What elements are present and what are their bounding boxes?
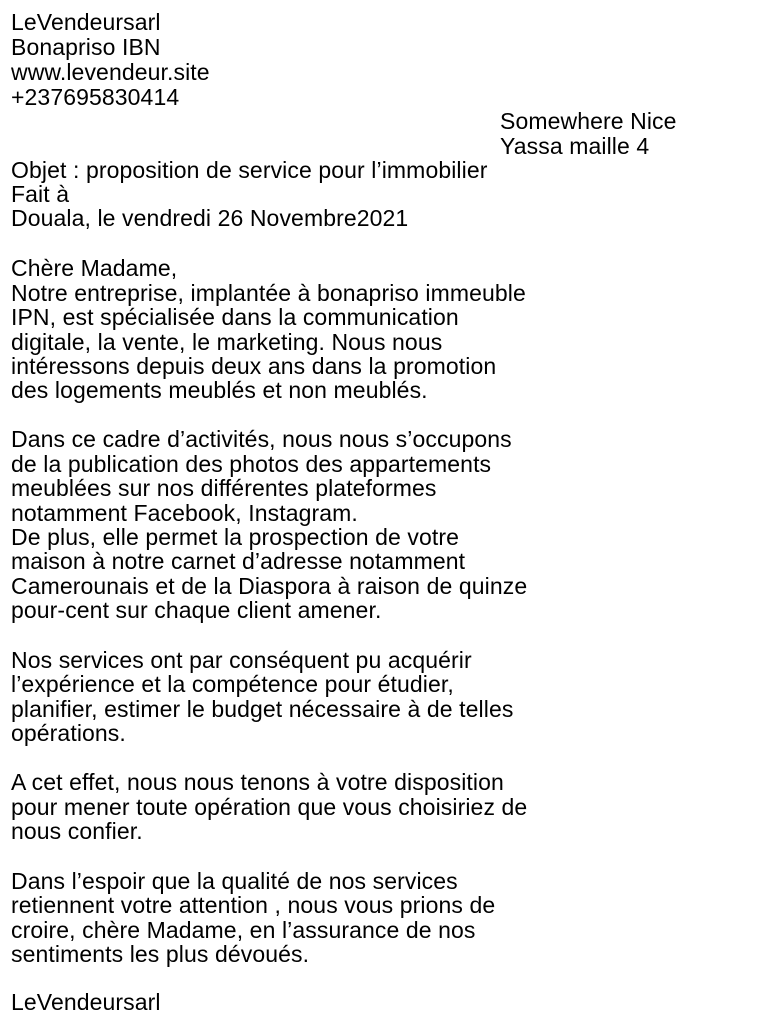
body-line: IPN, est spécialisée dans la communication [11,304,459,330]
sender-website: www.levendeur.site [11,59,210,85]
body-line: De plus, elle permet la prospection de votre [11,524,460,550]
body-line: meublées sur nos différentes plateformes [11,475,437,501]
body-line: de la publication des photos des appartements [11,451,492,477]
body-line: digitale, la vente, le marketing. Nous nous [11,329,443,355]
body-line: Dans l’espoir que la qualité de nos services [11,868,458,894]
signature: LeVendeursarl [11,989,161,1015]
body-line: A cet effet, nous nous tenons à votre disposition [11,769,504,795]
body-line: notamment Facebook, Instagram. [11,500,358,526]
body-line: planifier, estimer le budget nécessaire à de telles [11,696,514,722]
body-line: des logements meublés et non meublés. [11,377,428,403]
letter-subject: Objet : proposition de service pour l’immobilier [11,157,488,183]
body-line: maison à notre carnet d’adresse notamment [11,548,466,574]
body-line: pour-cent sur chaque client amener. [11,597,382,623]
body-line: Nos services ont par conséquent pu acquérir [11,647,472,673]
place-label: Fait à [11,181,70,207]
place-date: Douala, le vendredi 26 Novembre2021 [11,205,409,231]
body-line: Dans ce cadre d’activités, nous nous s’occupons [11,426,512,452]
body-line: nous confier. [11,818,143,844]
body-line: pour mener toute opération que vous choisiriez de [11,794,528,820]
body-line: Camerounais et de la Diaspora à raison de quinze [11,573,528,599]
sender-address: Bonapriso IBN [11,34,161,60]
recipient-line-2: Yassa maille 4 [500,133,650,159]
sender-phone: +237695830414 [11,84,180,110]
body-line: Notre entreprise, implantée à bonapriso immeuble [11,280,526,306]
body-line: croire, chère Madame, en l’assurance de nos [11,917,476,943]
recipient-line-1: Somewhere Nice [500,108,677,134]
body-line: opérations. [11,720,126,746]
body-line: l’expérience et la compétence pour étudier, [11,671,454,697]
body-line: retiennent votre attention , nous vous prions de [11,892,496,918]
body-line: intéressons depuis deux ans dans la promotion [11,353,497,379]
sender-company: LeVendeursarl [11,9,161,35]
salutation: Chère Madame, [11,255,178,281]
body-line: sentiments les plus dévoués. [11,941,310,967]
